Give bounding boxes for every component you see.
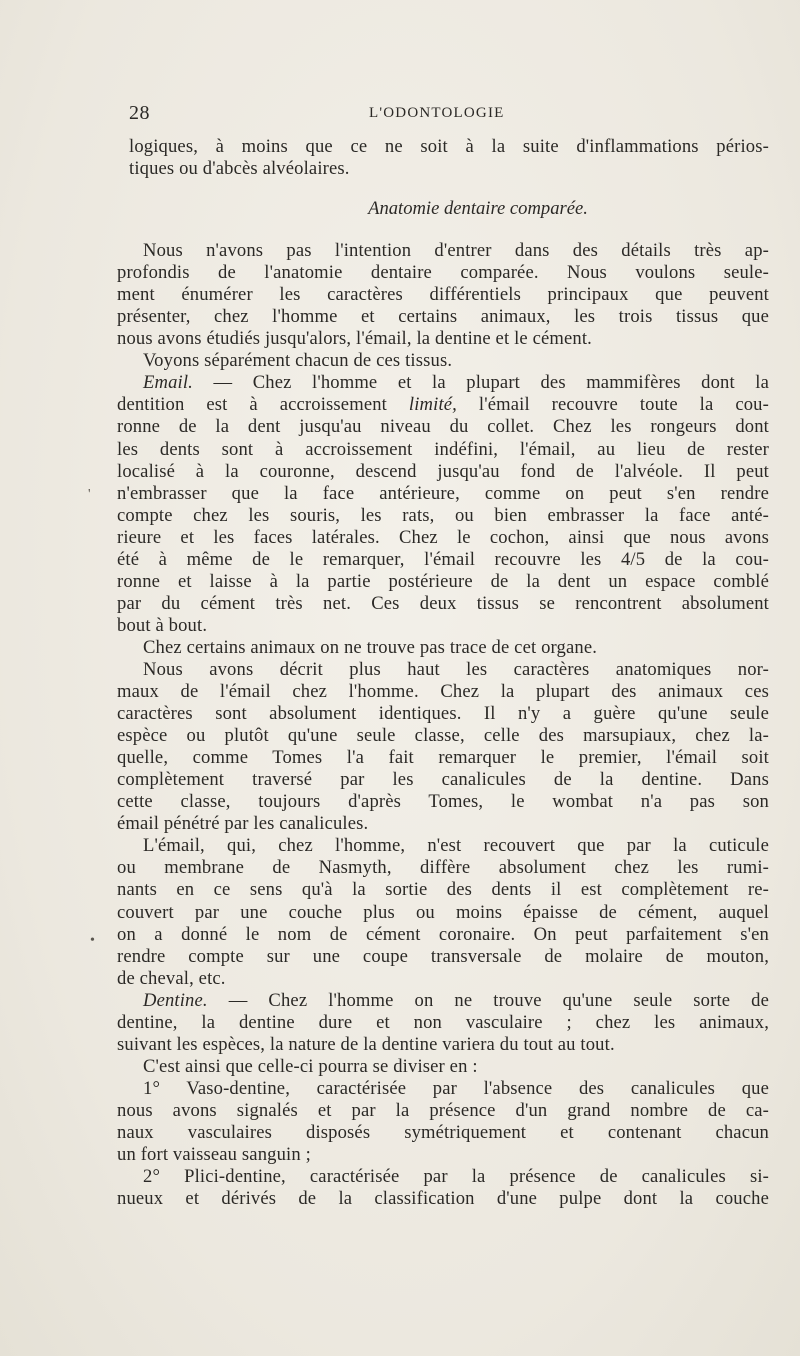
lead-italic-dentine: Dentine. [143, 989, 208, 1011]
text-line: n'embrasser que la face antérieure, comme on peut s'en rendre [117, 482, 769, 504]
text-line: compte chez les souris, les rats, ou bien embrasser la face anté- [117, 504, 769, 526]
text-line: L'émail, qui, chez l'homme, n'est recouvert que par la cuticule [143, 835, 769, 857]
body-text [117, 136, 769, 1210]
text-line: C'est ainsi que celle-ci pourra se diviser en : [143, 1055, 478, 1077]
text-line: suivant les espèces, la nature de la dentine variera du tout au tout. [117, 1033, 615, 1055]
section-heading: Anatomie dentaire comparée. [368, 198, 588, 220]
lead-italic-email: Email. [143, 372, 193, 394]
text-line: cette classe, toujours d'après Tomes, le wombat n'a pas son [117, 791, 769, 813]
text-line: localisé à la couronne, descend jusqu'au fond de l'alvéole. Il peut [117, 460, 769, 482]
text-fragment: l'émail recouvre toute la cou- [478, 394, 769, 416]
text-line: 2° Plici-dentine, caractérisée par la présence de canalicules si- [143, 1166, 769, 1188]
text-line: présenter, chez l'homme et certains animaux, les trois tissus que [117, 306, 769, 328]
text-line: ronne de la dent jusqu'au niveau du collet. Chez les rongeurs dont [117, 416, 769, 438]
paragraph [117, 637, 769, 659]
continuation-paragraph [129, 136, 769, 180]
text-line: couvert par une couche plus ou moins épaisse de cément, auquel [117, 901, 769, 923]
text-fragment: dentition est à accroissement [117, 394, 387, 416]
text-line: logiques, à moins que ce ne soit à la suite d'inflammations périos- [129, 136, 769, 157]
text-line: 1° Vaso-dentine, caractérisée par l'absence des canalicules que [143, 1077, 769, 1099]
paragraph-dentine [117, 990, 769, 1056]
text-line: Voyons séparément chacun de ces tissus. [143, 350, 453, 372]
running-title: L'ODONTOLOGIE [369, 105, 505, 121]
text-line: été à même de le remarquer, l'émail recouvre les 4/5 de la cou- [117, 548, 769, 570]
text-line: Nous n'avons pas l'intention d'entrer dans des détails très ap- [143, 240, 769, 262]
text-line: dentine, la dentine dure et non vasculaire ; chez les animaux, [117, 1011, 769, 1033]
text-line: maux de l'émail chez l'homme. Chez la plupart des animaux ces [117, 681, 769, 703]
margin-mark: ' [88, 487, 91, 502]
text-line: complètement traversé par les canalicules de la dentine. Dans [117, 769, 769, 791]
text-line: caractères sont absolument identiques. Il n'y a guère qu'une seule [117, 703, 769, 725]
paragraph-email [117, 372, 769, 637]
text-line: espèce ou plutôt qu'une seule classe, celle des marsupiaux, chez la- [117, 725, 769, 747]
text-line [117, 990, 769, 1012]
text-line: les dents sont à accroissement indéfini, l'émail, au lieu de rester [117, 438, 769, 460]
paragraph [117, 835, 769, 989]
italic-word: limité, [408, 394, 457, 416]
paragraph [117, 1078, 769, 1166]
text-line: on a donné le nom de cément coronaire. On peut parfaitement s'en [117, 923, 769, 945]
text-line [117, 394, 769, 416]
text-line: ou membrane de Nasmyth, diffère absolument chez les rumi- [117, 857, 769, 879]
text-line: nants en ce sens qu'à la sortie des dents il est complètement re- [117, 879, 769, 901]
text-line: naux vasculaires disposés symétriquement et contenant chacun [117, 1121, 769, 1143]
text-line-rest: — Chez l'homme on ne trouve qu'une seule sorte de [207, 989, 769, 1011]
text-line: nueux et dérivés de la classification d'une pulpe dont la couche [117, 1188, 769, 1210]
text-line: nous avons étudiés jusqu'alors, l'émail, la dentine et le cément. [117, 328, 592, 350]
paragraph [117, 240, 769, 350]
text-line: rieure et les faces latérales. Chez le cochon, ainsi que nous avons [117, 526, 769, 548]
text-line: ronne et laisse à la partie postérieure de la dent un espace comblé [117, 570, 769, 592]
text-line: un fort vaisseau sanguin ; [117, 1144, 311, 1166]
text-line: rendre compte sur une coupe transversale de molaire de mouton, [117, 945, 769, 967]
text-line: quelle, comme Tomes l'a fait remarquer le premier, l'émail soit [117, 747, 769, 769]
paragraph [117, 350, 769, 372]
paragraph [117, 1056, 769, 1078]
text-line: Chez certains animaux on ne trouve pas trace de cet organe. [143, 636, 598, 658]
text-line: par du cément très net. Ces deux tissus se rencontrent absolument [117, 592, 769, 614]
paragraph [117, 659, 769, 835]
page-header [129, 102, 765, 126]
text-line: tiques ou d'abcès alvéolaires. [129, 158, 350, 180]
page-number: 28 [129, 102, 150, 124]
text-line: nous avons signalés et par la présence d'un grand nombre de ca- [117, 1099, 769, 1121]
margin-mark: • [90, 933, 95, 948]
text-line: émail pénétré par les canalicules. [117, 813, 369, 835]
paragraph [117, 1166, 769, 1210]
text-line-rest: — Chez l'homme et la plupart des mammifères dont la [192, 372, 769, 394]
text-line: ment énumérer les caractères différentiels principaux que peuvent [117, 284, 769, 306]
text-line: bout à bout. [117, 614, 208, 636]
text-line: profondis de l'anatomie dentaire comparée. Nous voulons seule- [117, 262, 769, 284]
text-line [117, 372, 769, 394]
text-line: Nous avons décrit plus haut les caractères anatomiques nor- [143, 658, 769, 680]
text-line: de cheval, etc. [117, 967, 226, 989]
